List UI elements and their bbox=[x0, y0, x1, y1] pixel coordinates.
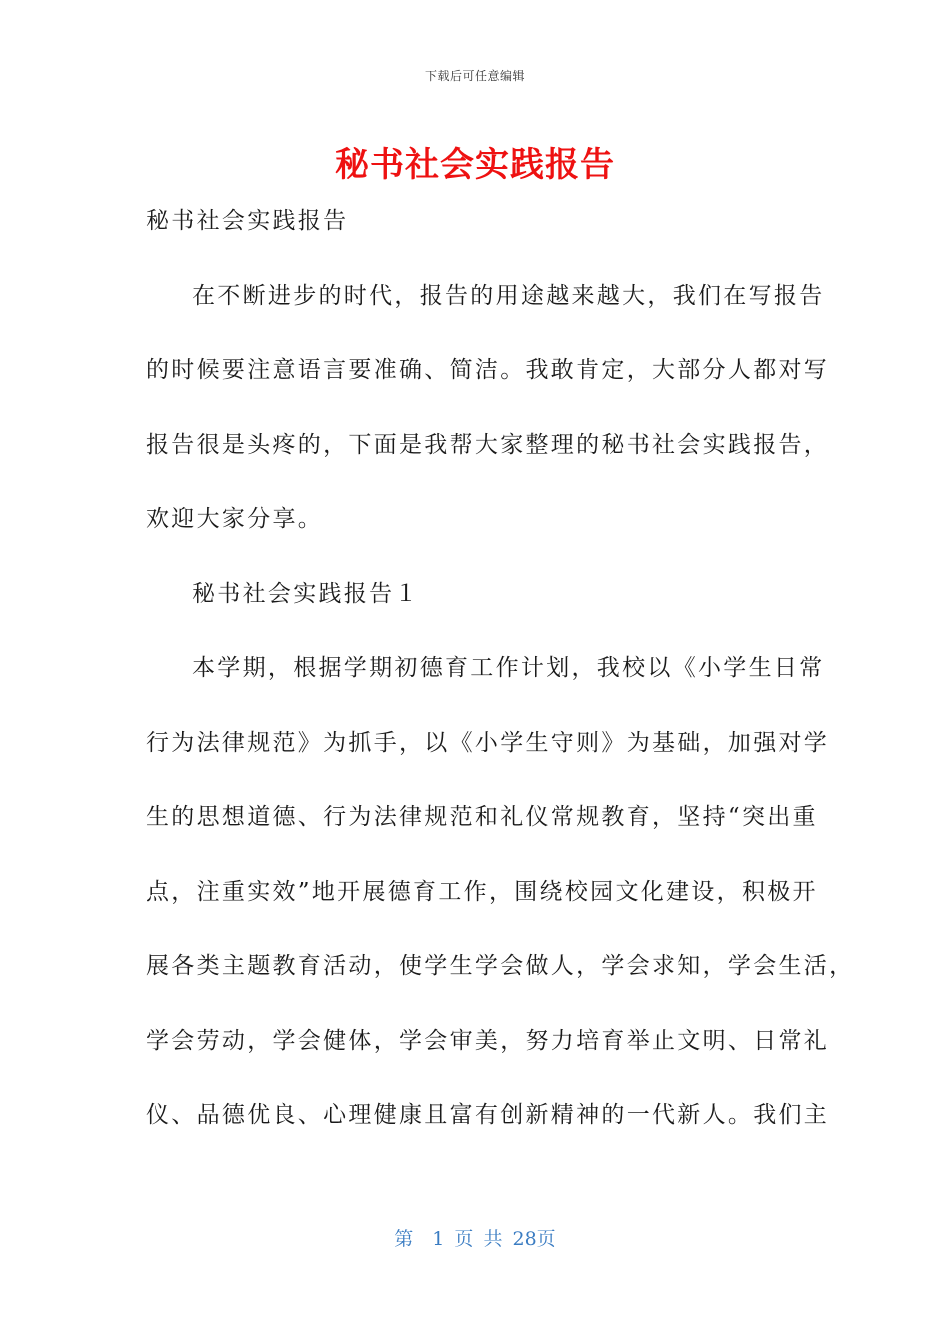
paragraph-line: 的时候要注意语言要准确、简洁。我敢肯定，大部分人都对写 bbox=[146, 357, 830, 383]
paragraph-line: 在不断进步的时代，报告的用途越来越大，我们在写报告 bbox=[192, 283, 825, 309]
paragraph-line: 点，注重实效”地开展德育工作，围绕校园文化建设，积极开 bbox=[146, 879, 818, 905]
document-subtitle: 秘书社会实践报告 bbox=[146, 208, 349, 234]
paragraph-line: 生的思想道德、行为法律规范和礼仪常规教育，坚持“突出重 bbox=[146, 804, 818, 830]
paragraph-line: 报告很是头疼的，下面是我帮大家整理的秘书社会实践报告， bbox=[146, 432, 830, 458]
page-header-note: 下载后可任意编辑 bbox=[424, 69, 525, 83]
paragraph-line: 本学期，根据学期初德育工作计划，我校以《小学生日常 bbox=[192, 655, 825, 681]
paragraph-line: 欢迎大家分享。 bbox=[146, 506, 324, 532]
paragraph-line: 学会劳动，学会健体，学会审美，努力培育举止文明、日常礼 bbox=[146, 1028, 830, 1054]
paragraph-line: 仪、品德优良、心理健康且富有创新精神的一代新人。我们主 bbox=[146, 1102, 830, 1128]
section-heading: 秘书社会实践报告１ bbox=[192, 581, 420, 607]
paragraph-line: 展各类主题教育活动，使学生学会做人，学会求知，学会生活， bbox=[146, 953, 855, 979]
page-number-footer: 第 1 页 共 28页 bbox=[394, 1228, 556, 1250]
document-title: 秘书社会实践报告 bbox=[335, 145, 615, 185]
paragraph-line: 行为法律规范》为抓手，以《小学生守则》为基础，加强对学 bbox=[146, 730, 830, 756]
